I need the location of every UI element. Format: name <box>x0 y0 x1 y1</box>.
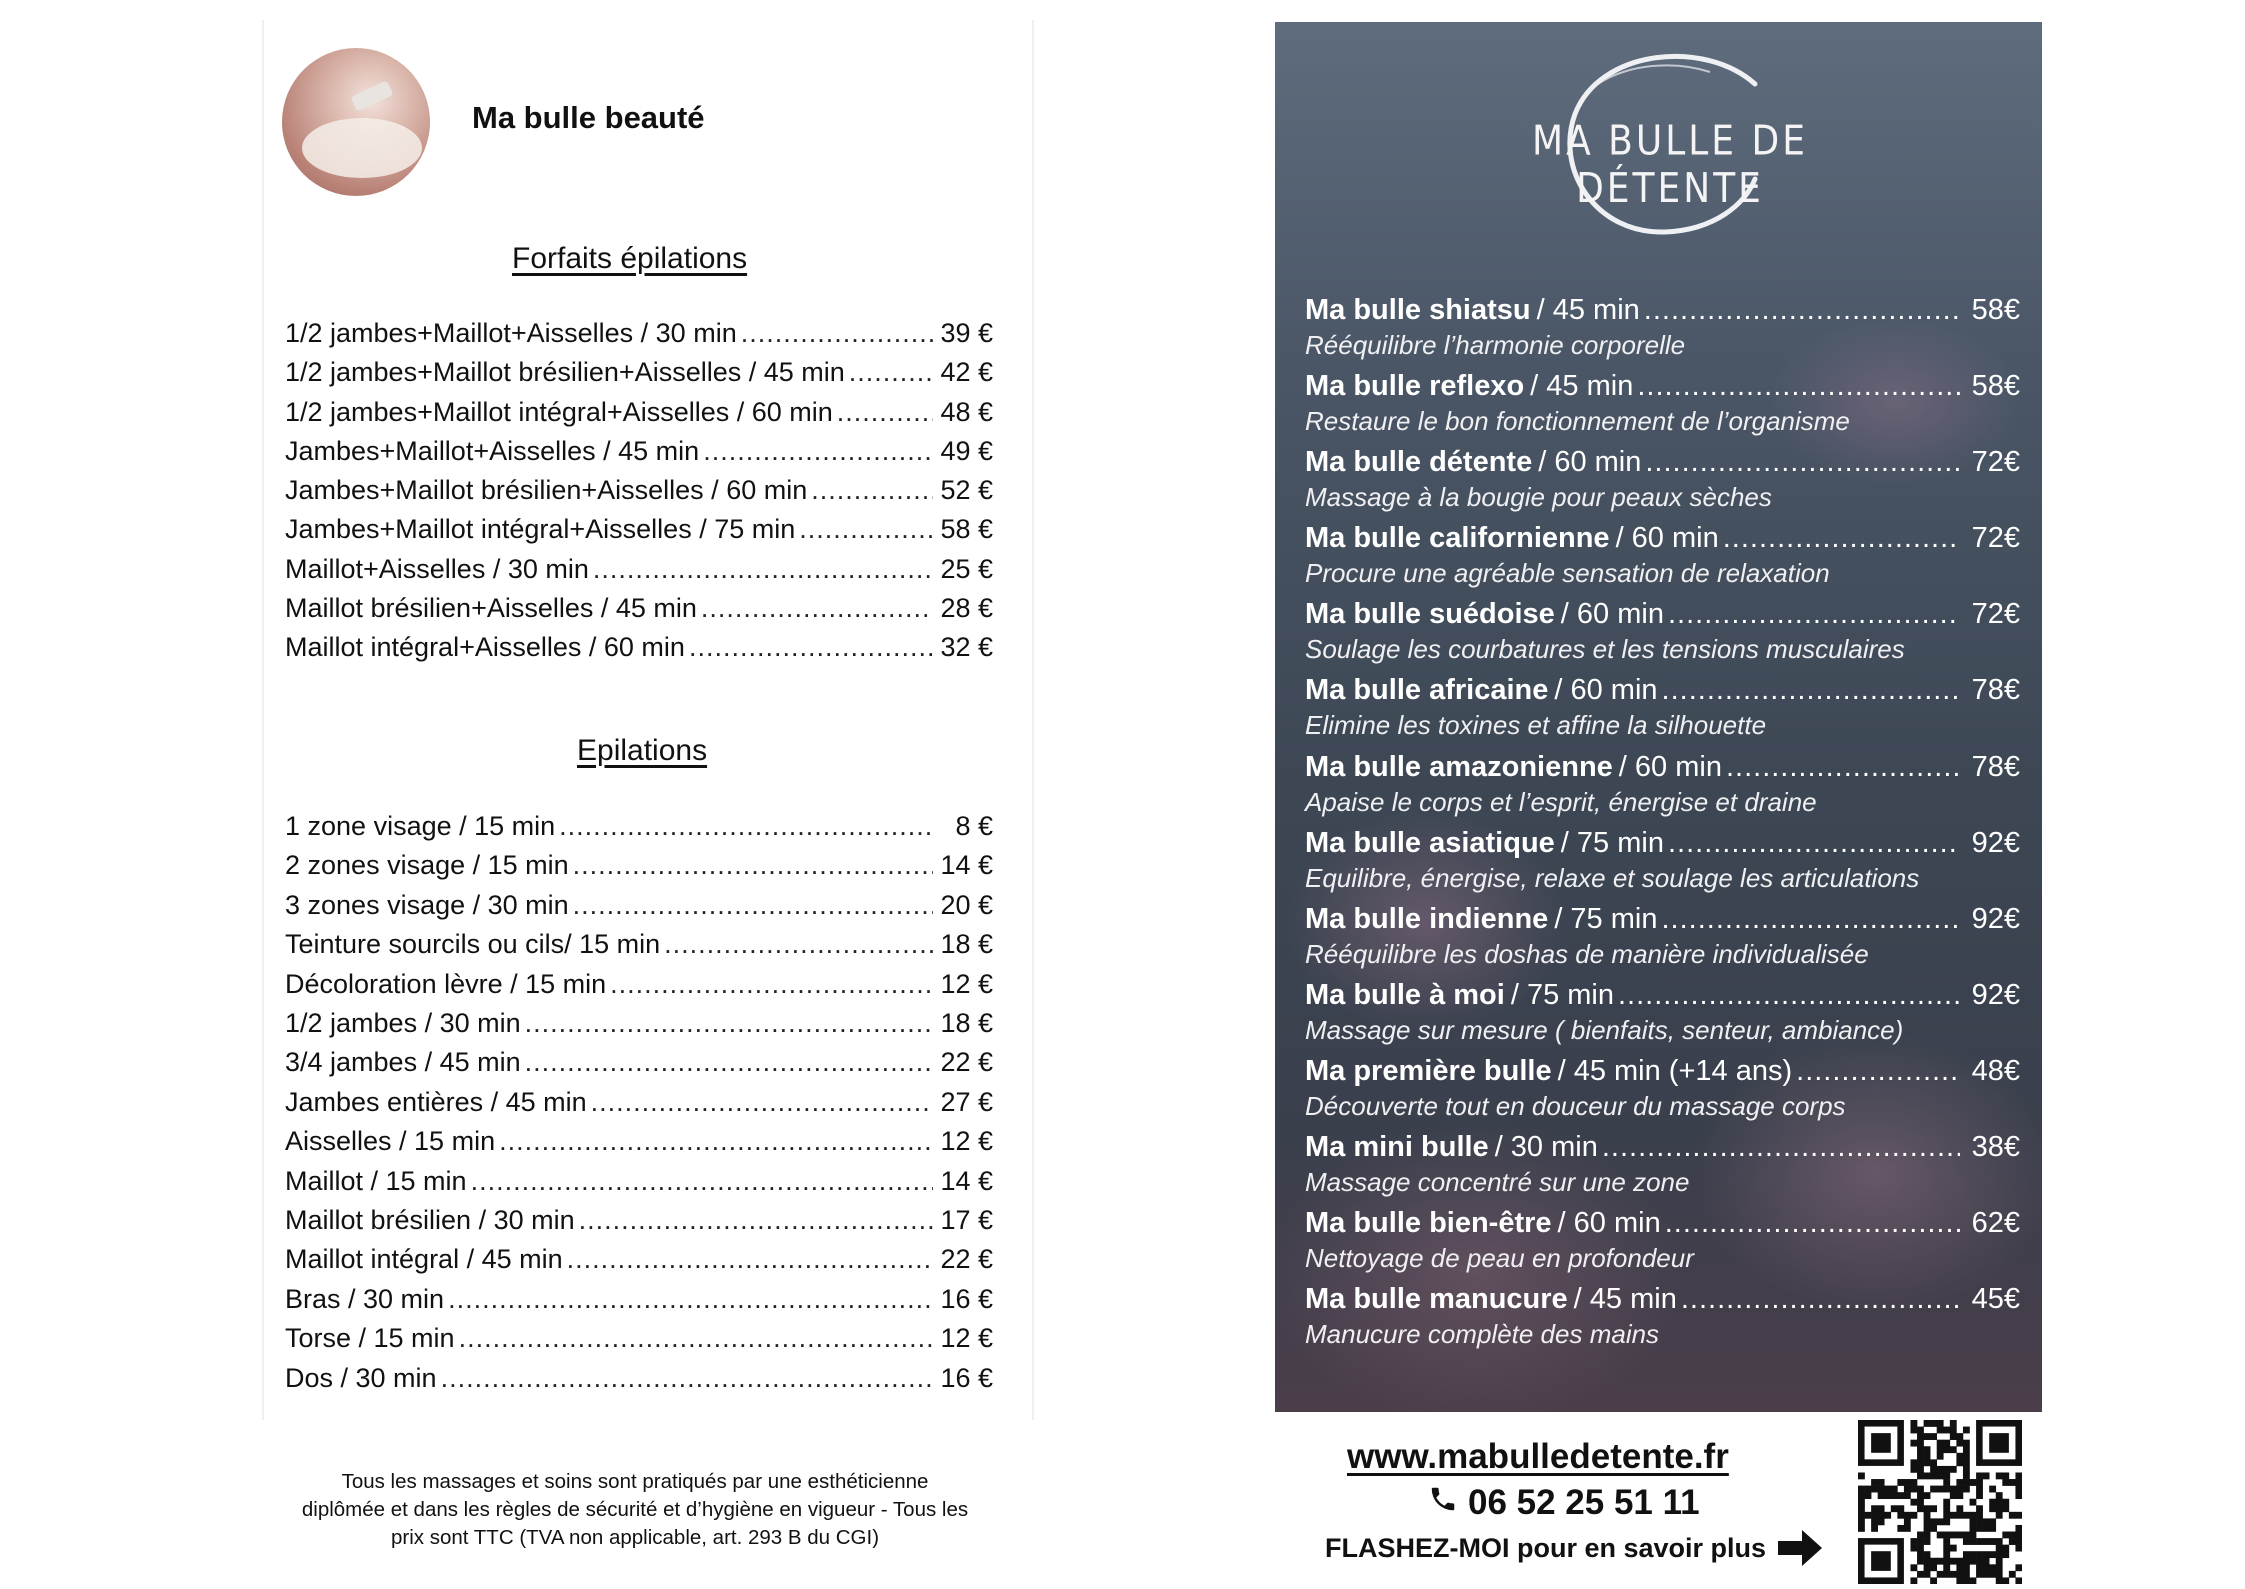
massage-duration: / 30 min <box>1494 1131 1598 1164</box>
item-label: Torse / 15 min <box>285 1323 455 1354</box>
massage-name: Ma bulle bien-être <box>1305 1207 1552 1240</box>
massage-price: 92€ <box>1971 826 2020 859</box>
dot-leader <box>448 1280 933 1319</box>
dot-leader <box>1668 594 1960 634</box>
epilations-list <box>285 807 993 1398</box>
massage-price: 72€ <box>1971 446 2020 479</box>
massage-description: Soulage les courbatures et les tensions musculaires <box>1305 634 1905 665</box>
massage-name: Ma bulle détente <box>1305 446 1533 479</box>
dot-leader <box>567 1240 933 1279</box>
epilation-item <box>285 1083 993 1122</box>
dot-leader <box>573 886 933 925</box>
website-link[interactable]: www.mabulledetente.fr <box>1347 1437 1729 1476</box>
massage-price: 92€ <box>1971 902 2020 935</box>
item-price: 28 € <box>940 593 993 624</box>
item-price: 25 € <box>940 553 993 584</box>
dot-leader <box>1681 1279 1960 1319</box>
item-label: Jambes+Maillot+Aisselles / 45 min <box>285 435 700 466</box>
massage-duration: / 45 min (+14 ans) <box>1557 1054 1793 1087</box>
item-label: 2 zones visage / 15 min <box>285 850 569 881</box>
dot-leader <box>573 846 933 885</box>
massage-price: 38€ <box>1971 1131 2020 1164</box>
epilation-item <box>285 1201 993 1240</box>
item-label: 1/2 jambes+Maillot brésilien+Aisselles / 45 min <box>285 357 845 388</box>
dot-leader <box>525 1004 933 1043</box>
massage-name: Ma bulle amazonienne <box>1305 750 1613 783</box>
arrow-right-icon <box>1778 1530 1822 1566</box>
massage-price: 78€ <box>1971 674 2020 707</box>
dot-leader <box>1602 1127 1960 1167</box>
dot-leader <box>1644 290 1960 330</box>
dot-leader <box>849 353 933 392</box>
left-panel <box>0 0 1090 1587</box>
item-price: 42 € <box>940 357 993 388</box>
massage-price: 72€ <box>1971 522 2020 555</box>
massage-item <box>1305 975 2020 1051</box>
dot-leader <box>471 1162 933 1201</box>
disclaimer: Tous les massages et soins sont pratiqués par une esthéticienne diplômée et dans les règles de sécurité et d’hygiène en vigueur - Tous les prix sont TTC (TVA non applicable, art. 293 B du CGI) <box>301 1470 969 1549</box>
massage-duration: / 60 min <box>1560 598 1664 631</box>
item-price: 22 € <box>940 1244 993 1275</box>
massage-item <box>1305 442 2020 518</box>
massage-description: Massage concentré sur une zone <box>1305 1167 1690 1198</box>
massage-description: Manucure complète des mains <box>1305 1319 1660 1350</box>
massage-name: Ma bulle à moi <box>1305 978 1505 1011</box>
item-price: 16 € <box>940 1283 993 1314</box>
forfait-item <box>285 510 993 549</box>
massage-description: Procure une agréable sensation de relaxation <box>1305 558 1830 589</box>
massage-duration: / 45 min <box>1530 370 1634 403</box>
massage-item <box>1305 1279 2020 1355</box>
epilation-item <box>285 1280 993 1319</box>
massage-name: Ma bulle suédoise <box>1305 598 1555 631</box>
massage-duration: / 60 min <box>1618 750 1722 783</box>
massage-description: Rééquilibre l’harmonie corporelle <box>1305 330 1686 360</box>
item-label: Maillot brésilien / 30 min <box>285 1205 575 1236</box>
massage-description: Massage sur mesure ( bienfaits, senteur, ambiance) <box>1305 1014 1904 1045</box>
massage-duration: / 45 min <box>1536 294 1640 326</box>
forfait-item <box>285 432 993 471</box>
dot-leader <box>579 1201 933 1240</box>
massage-description: Massage à la bougie pour peaux sèches <box>1305 482 1772 513</box>
dot-leader <box>1723 518 1960 558</box>
photo-towel <box>302 118 422 178</box>
epilation-item <box>285 1319 993 1358</box>
massage-name: Ma première bulle <box>1305 1054 1552 1087</box>
massage-name: Ma bulle shiatsu <box>1305 294 1531 326</box>
qr-code-icon[interactable] <box>1858 1420 2022 1584</box>
massage-duration: / 60 min <box>1554 674 1658 707</box>
epilation-item <box>285 1162 993 1201</box>
dot-leader <box>703 432 933 471</box>
phone-icon <box>1428 1484 1458 1522</box>
massage-item <box>1305 899 2020 975</box>
dot-leader <box>837 393 933 432</box>
massage-name: Ma mini bulle <box>1305 1131 1489 1164</box>
massage-price: 92€ <box>1971 978 2020 1011</box>
dot-leader <box>441 1359 933 1398</box>
item-label: Jambes entières / 45 min <box>285 1086 587 1117</box>
item-label: 1/2 jambes / 30 min <box>285 1008 521 1039</box>
massage-description: Rééquilibre les doshas de manière individualisée <box>1305 938 1869 969</box>
flash-row <box>1325 1530 1822 1566</box>
item-price: 49 € <box>940 435 993 466</box>
item-label: Aisselles / 15 min <box>285 1126 496 1157</box>
item-label: Jambes+Maillot intégral+Aisselles / 75 min <box>285 514 796 545</box>
item-price: 14 € <box>940 850 993 881</box>
massage-description: Equilibre, énergise, relaxe et soulage les articulations <box>1305 862 1920 893</box>
massage-price: 78€ <box>1971 750 2020 783</box>
item-label: 3 zones visage / 30 min <box>285 889 569 920</box>
item-label: 1/2 jambes+Maillot+Aisselles / 30 min <box>285 318 737 348</box>
massage-description: Découverte tout en douceur du massage corps <box>1305 1090 1846 1121</box>
dot-leader <box>1661 899 1960 939</box>
dot-leader <box>559 807 933 846</box>
massage-name: Ma bulle californienne <box>1305 522 1610 555</box>
photo-device <box>350 80 393 111</box>
epilation-item <box>285 1004 993 1043</box>
brand-title: Ma bulle beauté <box>472 100 705 135</box>
massage-description: Apaise le corps et l’esprit, énergise et draine <box>1305 786 1817 817</box>
epilation-item <box>285 925 993 964</box>
item-price: 16 € <box>940 1362 993 1393</box>
epilation-item <box>285 1359 993 1398</box>
item-price: 39 € <box>940 318 993 348</box>
forfait-item <box>285 550 993 589</box>
dot-leader <box>525 1043 933 1082</box>
item-label: 1 zone visage / 15 min <box>285 811 556 841</box>
dot-leader <box>593 550 933 589</box>
forfait-item <box>285 628 993 667</box>
massage-price: 58€ <box>1971 370 2020 403</box>
item-price: 18 € <box>940 929 993 960</box>
massage-price: 48€ <box>1971 1054 2020 1087</box>
item-label: Jambes+Maillot brésilien+Aisselles / 60 min <box>285 475 808 506</box>
dot-leader <box>664 925 933 964</box>
forfait-item <box>285 393 993 432</box>
item-price: 22 € <box>940 1047 993 1078</box>
phone-number: 06 52 25 51 11 <box>1468 1483 1700 1522</box>
massage-item <box>1305 823 2020 899</box>
massage-item <box>1305 1051 2020 1127</box>
item-label: Maillot / 15 min <box>285 1165 467 1196</box>
item-price: 12 € <box>940 1126 993 1157</box>
dot-leader <box>1796 1051 1960 1091</box>
massage-item <box>1305 594 2020 670</box>
massage-item <box>1305 1203 2020 1279</box>
item-price: 14 € <box>940 1165 993 1196</box>
item-label: Décoloration lèvre / 15 min <box>285 968 607 999</box>
massage-item <box>1305 366 2020 442</box>
dot-leader <box>459 1319 933 1358</box>
massage-duration: / 60 min <box>1557 1207 1661 1240</box>
massage-price: 72€ <box>1971 598 2020 631</box>
massage-name: Ma bulle reflexo <box>1305 370 1525 403</box>
epilation-item <box>285 807 993 846</box>
epilation-item <box>285 965 993 1004</box>
massage-name: Ma bulle asiatique <box>1305 826 1555 859</box>
item-price: 58 € <box>940 514 993 545</box>
phone-row[interactable] <box>1428 1483 1700 1523</box>
massage-description: Nettoyage de peau en profondeur <box>1305 1243 1694 1274</box>
dot-leader <box>499 1122 933 1161</box>
item-label: Maillot intégral+Aisselles / 60 min <box>285 632 685 663</box>
flash-text: FLASHEZ-MOI pour en savoir plus <box>1325 1532 1767 1563</box>
dot-leader <box>591 1083 933 1122</box>
item-price: 17 € <box>940 1205 993 1236</box>
item-label: Bras / 30 min <box>285 1283 445 1314</box>
epilation-item <box>285 1122 993 1161</box>
item-label: Maillot brésilien+Aisselles / 45 min <box>285 593 697 624</box>
massage-item <box>1305 747 2020 823</box>
massage-duration: / 60 min <box>1615 522 1719 555</box>
item-label: Dos / 30 min <box>285 1362 437 1393</box>
item-label: Maillot+Aisselles / 30 min <box>285 553 589 584</box>
epilation-item <box>285 846 993 885</box>
massage-duration: / 60 min <box>1538 446 1642 479</box>
forfait-item <box>285 314 993 353</box>
item-price: 12 € <box>940 968 993 999</box>
massage-item <box>1305 1127 2020 1203</box>
item-label: 1/2 jambes+Maillot intégral+Aisselles / 60 min <box>285 396 833 427</box>
item-price: 32 € <box>940 632 993 663</box>
dot-leader <box>1662 670 1960 710</box>
dot-leader <box>811 471 933 510</box>
item-price: 27 € <box>940 1086 993 1117</box>
massage-duration: / 75 min <box>1554 902 1658 935</box>
epilation-item <box>285 1240 993 1279</box>
beauty-photo <box>282 48 430 196</box>
forfait-item <box>285 471 993 510</box>
dot-leader <box>1726 747 1960 787</box>
dot-leader <box>741 314 933 353</box>
dot-leader <box>1665 1203 1960 1243</box>
epilation-item <box>285 886 993 925</box>
dot-leader <box>1668 823 1960 863</box>
dot-leader <box>799 510 933 549</box>
forfait-item <box>285 589 993 628</box>
item-label: Maillot intégral / 45 min <box>285 1244 563 1275</box>
item-price: 20 € <box>940 889 993 920</box>
forfaits-heading: Forfaits épilations <box>512 242 748 275</box>
dot-leader <box>1645 442 1960 482</box>
massage-description: Elimine les toxines et affine la silhouette <box>1305 710 1767 741</box>
massage-duration: / 75 min <box>1560 826 1664 859</box>
dot-leader <box>1637 366 1960 406</box>
fold-line <box>262 20 264 1420</box>
massage-duration: / 45 min <box>1573 1283 1677 1316</box>
massage-price: 62€ <box>1971 1207 2020 1240</box>
item-label: 3/4 jambes / 45 min <box>285 1047 521 1078</box>
item-price: 18 € <box>940 1008 993 1039</box>
massage-price: 58€ <box>1971 294 2020 326</box>
massage-description: Restaure le bon fonctionnement de l’organisme <box>1305 406 1850 437</box>
massage-item <box>1305 670 2020 746</box>
logo-text: MA BULLE DE DÉTENTE <box>1532 117 1808 213</box>
massage-duration: / 75 min <box>1510 978 1614 1011</box>
dot-leader <box>689 628 933 667</box>
massage-panel <box>1275 22 2042 1412</box>
massage-item <box>1305 518 2020 594</box>
fold-line <box>1032 20 1034 1420</box>
item-price: 12 € <box>940 1323 993 1354</box>
epilations-heading: Epilations <box>577 734 708 767</box>
item-label: Teinture sourcils ou cils/ 15 min <box>285 929 661 960</box>
massage-list <box>1305 290 2020 1355</box>
massage-name: Ma bulle africaine <box>1305 674 1549 707</box>
massage-name: Ma bulle manucure <box>1305 1283 1568 1316</box>
forfait-item <box>285 353 993 392</box>
item-price: 48 € <box>940 396 993 427</box>
massage-item <box>1305 290 2020 366</box>
massage-price: 45€ <box>1971 1283 2020 1316</box>
dot-leader <box>701 589 933 628</box>
dot-leader <box>1618 975 1960 1015</box>
massage-name: Ma bulle indienne <box>1305 902 1549 935</box>
epilation-item <box>285 1043 993 1082</box>
forfaits-list <box>285 314 993 668</box>
dot-leader <box>610 965 933 1004</box>
item-price: 8 € <box>955 811 993 841</box>
brand-logo <box>1505 44 1835 244</box>
item-price: 52 € <box>940 475 993 506</box>
